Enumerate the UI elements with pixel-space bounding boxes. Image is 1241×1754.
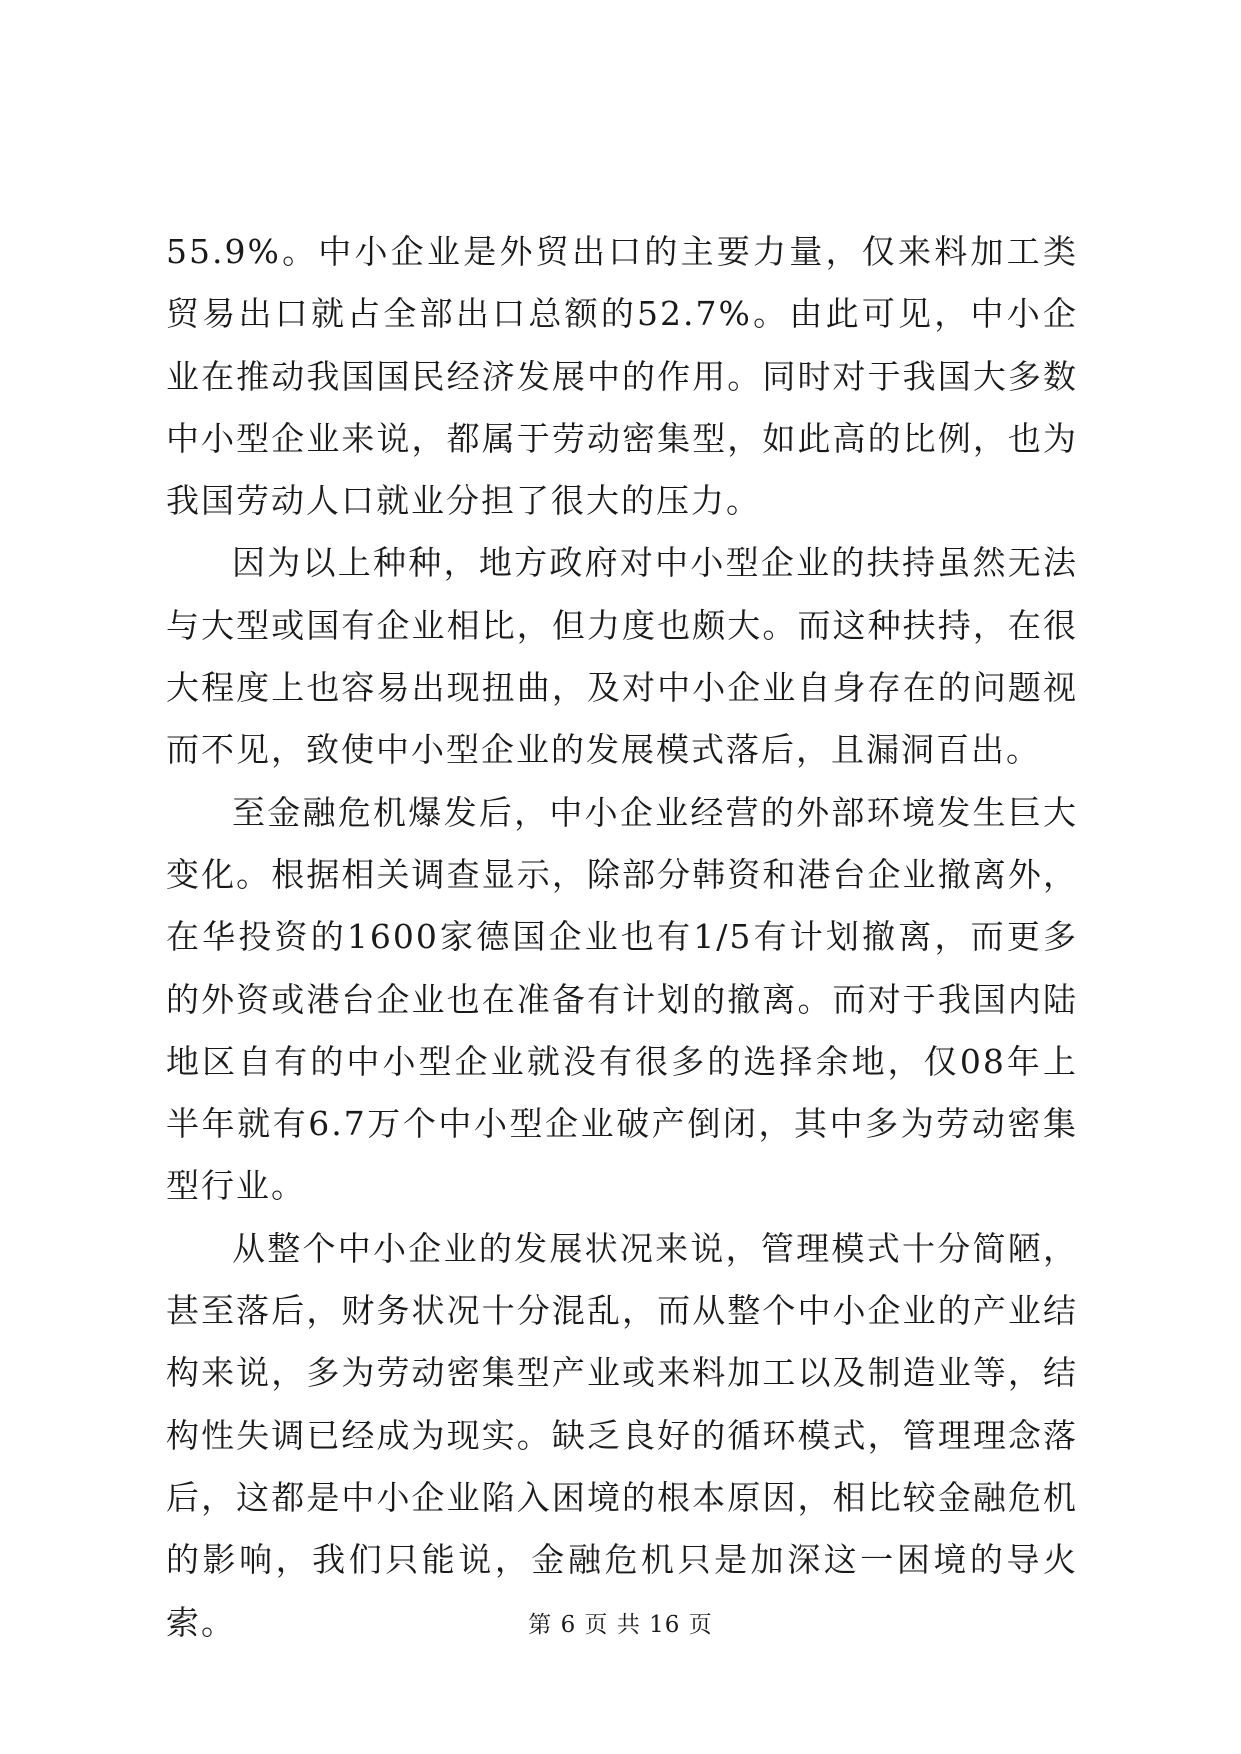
document-body: [166, 221, 1078, 1654]
paragraph-2: 因为以上种种，地方政府对中小型企业的扶持虽然无法与大型或国有企业相比，但力度也颇大。而这种扶持，在很大程度上也容易出现扭曲，及对中小企业自身存在的问题视而不见，致使中小型企业的发展模式落后，且漏洞百出。: [166, 543, 1078, 770]
page-number: 第 6 页 共 16 页: [528, 1612, 713, 1638]
paragraph-1: 55.9%。中小企业是外贸出口的主要力量，仅来料加工类贸易出口就占全部出口总额的52.7%。由此可见，中小企业在推动我国国民经济发展中的作用。同时对于我国大多数中小型企业来说，都属于劳动密集型，如此高的比例，也为我国劳动人口就业分担了很大的压力。: [166, 232, 1078, 521]
paragraph-4: 从整个中小企业的发展状况来说，管理模式十分简陋，甚至落后，财务状况十分混乱，而从整个中小企业的产业结构来说，多为劳动密集型产业或来料加工以及制造业等，结构性失调已经成为现实。缺乏良好的循环模式，管理理念落后，这都是中小企业陷入困境的根本原因，相比较金融危机的影响，我们只能说，金融危机只是加深这一困境的导火索。: [166, 1228, 1078, 1642]
paragraph-3: 至金融危机爆发后，中小企业经营的外部环境发生巨大变化。根据相关调查显示，除部分韩资和港台企业撤离外，在华投资的1600家德国企业也有1/5有计划撤离，而更多的外资或港台企业也在准备有计划的撤离。而对于我国内陆地区自有的中小型企业就没有很多的选择余地，仅08年上半年就有6.7万个中小型企业破产倒闭，其中多为劳动密集型行业。: [166, 792, 1078, 1206]
page-footer: [0, 1606, 1241, 1639]
